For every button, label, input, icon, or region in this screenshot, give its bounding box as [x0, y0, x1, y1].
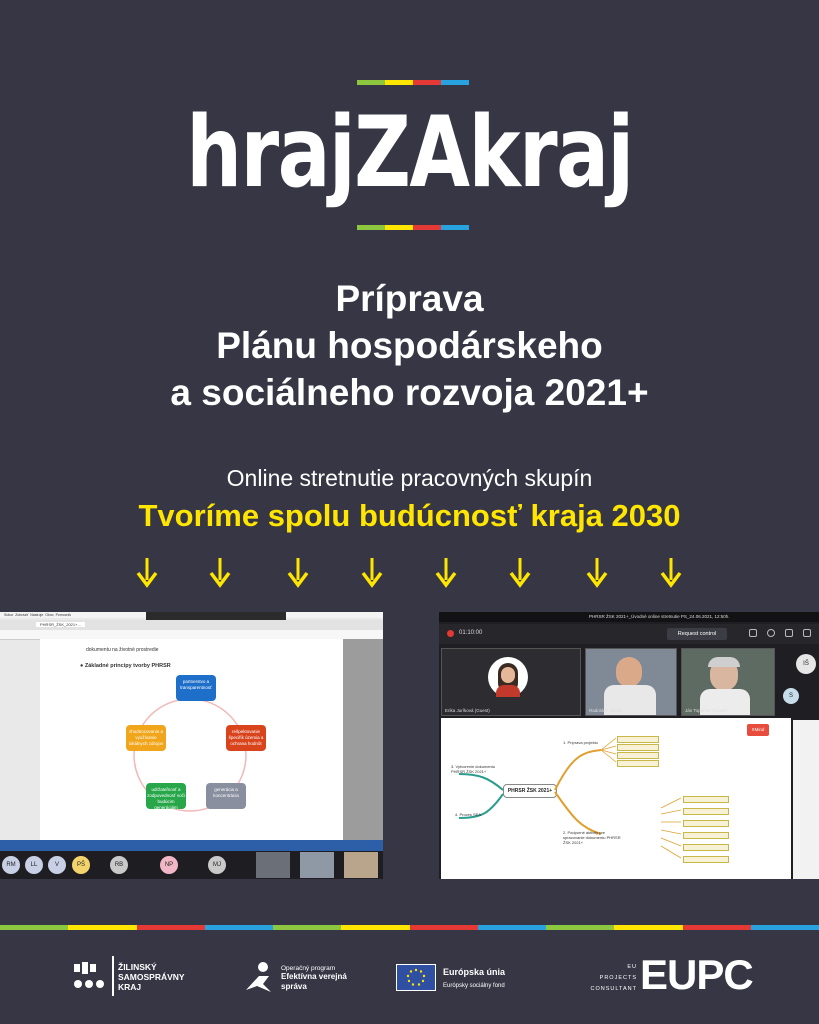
participants-icon[interactable] — [749, 629, 757, 637]
title-line-1: Príprava — [335, 278, 484, 319]
participant-avatar[interactable]: RM — [2, 856, 20, 874]
section-heading: ● Základné princípy tvorby PHRSR — [80, 663, 171, 669]
zsk-divider — [112, 956, 114, 996]
brand-logo-text: hrajZAkraj — [186, 96, 633, 210]
participant-avatar[interactable]: PŠ — [72, 856, 90, 874]
eu-sub: Európsky sociálny fond — [443, 983, 505, 989]
title-line-3: a sociálneho rozvoja 2021+ — [170, 372, 649, 413]
record-icon — [447, 630, 454, 637]
mindmap-branch: 1. Príprava projektu — [563, 740, 598, 745]
participant-photo — [488, 657, 528, 697]
mindmap-branch: 2. Podporné aktivity pre spracovanie dokumentu PHRSR ŽSK 2021+ — [563, 830, 621, 845]
participant-video — [300, 852, 334, 878]
arrow-down-icon — [135, 556, 159, 588]
shared-mindmap — [441, 718, 791, 879]
mindmap-branch: 4. Proces SEA — [455, 812, 482, 817]
window-title: PHRSR ŽSK 2021+_Úvodné online stretnutie PS_24.06.2021, 12:50h. — [589, 614, 730, 619]
right-meeting-screenshot — [439, 612, 819, 879]
screen-share-toolbar[interactable] — [146, 612, 286, 620]
participant-name: Ján Topercer (Guest) — [685, 708, 728, 713]
participant-avatar[interactable]: V — [48, 856, 66, 874]
participant-avatar[interactable]: RB — [110, 856, 128, 874]
footer-stripe — [0, 925, 819, 930]
eu-flag-icon — [396, 964, 436, 991]
eupc-small-text: EU PROJECTS CONSULTANT — [590, 964, 637, 992]
participant-avatar[interactable]: MJ — [208, 856, 226, 874]
participant-avatar[interactable]: IŠ — [796, 654, 816, 674]
mindmap-branch: 3. Vytvorenie dokumentu PHRSR ŽSK 2021+ — [451, 764, 496, 774]
slogan: Tvoríme spolu budúcnosť kraja 2030 — [138, 498, 681, 533]
participant-video — [344, 852, 378, 878]
arrow-down-icon — [360, 556, 384, 588]
principle-node: partnerstvo a transparentnosť — [176, 675, 216, 701]
arrow-down-icon — [208, 556, 232, 588]
participant-name: Radoslav Vlasák — [589, 708, 623, 713]
zsk-name: ŽILINSKÝ SAMOSPRÁVNY KRAJ — [118, 962, 185, 992]
meeting-timer: 01:10:00 — [459, 630, 483, 636]
mindmap-side-toolbar[interactable] — [793, 720, 819, 879]
principle-node: rešpektovanie špecifík územia a ochrana hodnôt — [226, 725, 266, 751]
logo-bottom-stripe — [357, 225, 469, 230]
doc-tab[interactable]: PHRSR_ŽSK_2021+... — [36, 622, 85, 627]
request-control-button[interactable]: Request control — [667, 628, 727, 640]
document-page — [40, 639, 343, 851]
arrow-down-icon — [585, 556, 609, 588]
participant-video — [256, 852, 290, 878]
participant-avatar[interactable]: NP — [160, 856, 178, 874]
meeting-toolbar — [439, 624, 819, 644]
participant-tile — [585, 648, 677, 716]
arrow-down-icon — [659, 556, 683, 588]
participant-avatar[interactable]: LL — [25, 856, 43, 874]
more-icon[interactable] — [803, 629, 811, 637]
left-meeting-screenshot — [0, 612, 383, 879]
reactions-icon[interactable] — [785, 629, 793, 637]
chat-icon[interactable] — [767, 629, 775, 637]
principle-node: zhodnocovanie a využívanie lokálnych zdrojov — [126, 725, 166, 751]
op-figure-icon — [243, 960, 277, 994]
participant-name: Erika Juríková (Guest) — [445, 708, 490, 713]
arrow-down-icon — [508, 556, 532, 588]
subtitle: Online stretnutie pracovných skupín — [226, 465, 593, 491]
participant-avatar[interactable]: S — [783, 688, 799, 704]
doc-text: dokumentu na životné prostredie — [86, 647, 159, 653]
op-line1: Operačný program — [281, 965, 336, 972]
arrow-down-icon — [434, 556, 458, 588]
participants-strip — [0, 851, 383, 879]
principle-node: generácia a koncentrácia — [206, 783, 246, 809]
op-line2: Efektívna verejná správa — [281, 972, 347, 991]
eu-title: Európska únia — [443, 967, 506, 977]
arrow-down-icon — [286, 556, 310, 588]
mindmap-center: PHRSR ŽSK 2021+ — [503, 784, 557, 798]
menu-bar: Súbor Zobraziť Nástroje Okno Pomocník — [4, 613, 72, 617]
principle-node: udržateľnosť a zodpovednosť voči budúcim generáciám — [146, 783, 186, 809]
participant-tile — [681, 648, 775, 716]
eupc-logo: EUPC — [640, 951, 753, 998]
title-line-2: Plánu hospodárskeho — [216, 325, 603, 366]
taskbar[interactable] — [0, 840, 383, 851]
xmind-badge: XMind — [747, 724, 769, 736]
logo-top-stripe — [357, 80, 469, 85]
participant-tile — [441, 648, 581, 716]
zsk-crest-icon — [70, 958, 108, 996]
